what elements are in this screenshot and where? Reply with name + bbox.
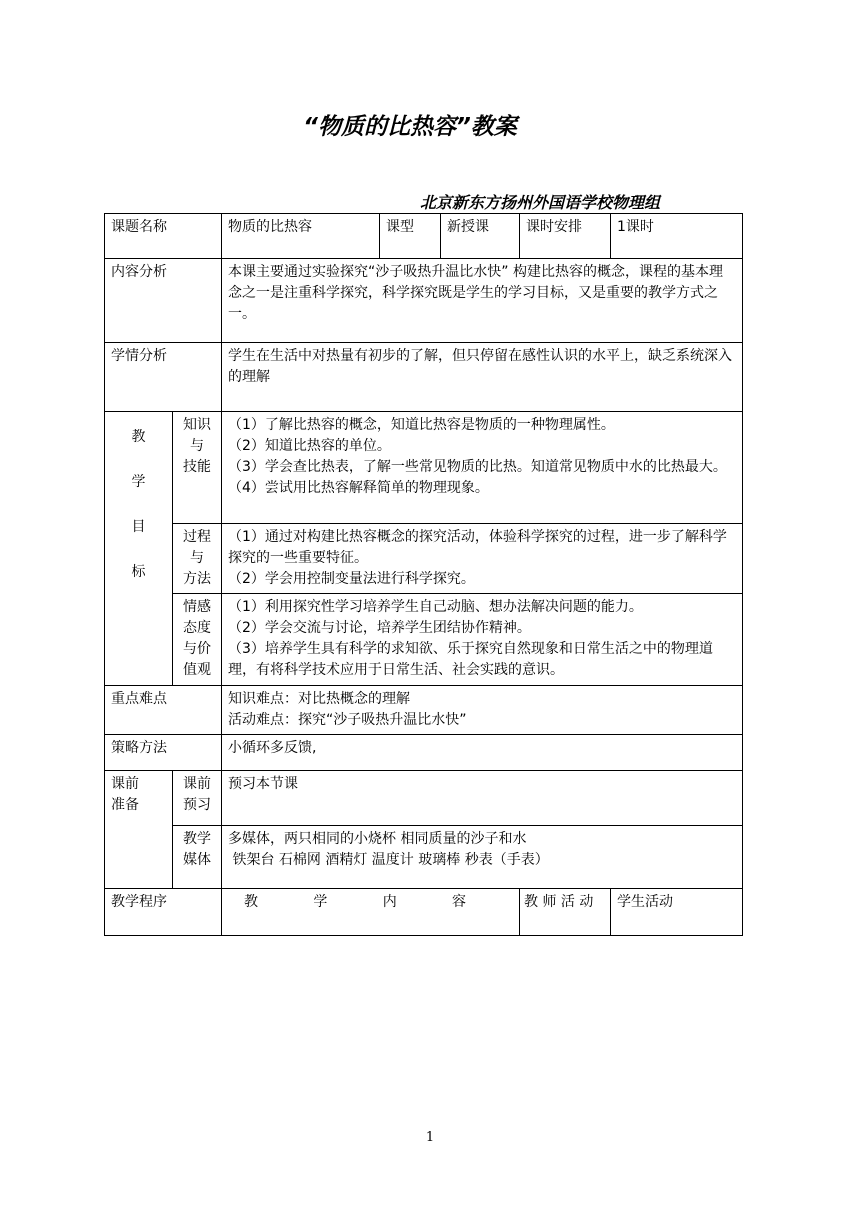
- table-row-strategy: [105, 735, 743, 771]
- table-row-goal-emotion: [105, 594, 743, 686]
- list-item: （4）尝试用比热容解释简单的物理现象。: [228, 480, 489, 496]
- table-row-goal-process: [105, 524, 743, 594]
- goal-process-label: 过程 与 方法: [173, 524, 222, 594]
- program-label: 教学程序: [105, 889, 222, 936]
- table-row-content-analysis: [105, 259, 743, 343]
- program-content-header: 教 学 内 容: [222, 889, 520, 936]
- media-text: 多媒体，两只相同的小烧杯 相同质量的沙子和水 铁架台 石棉网 酒精灯 温度计 玻璃棒 秒表（手表）: [222, 826, 743, 889]
- content-analysis-label: 内容分析: [105, 259, 222, 343]
- table-row-preview: [105, 771, 743, 826]
- table-row-student-analysis: [105, 343, 743, 412]
- list-item: （1）通过对构建比热容概念的探究活动，体验科学探究的过程，进一步了解科学探究的一些重要特征。: [228, 529, 727, 566]
- preview-text: 预习本节课: [222, 771, 743, 826]
- lesson-plan-table: [104, 213, 743, 936]
- list-item: （3）培养学生具有科学的求知欲、乐于探究自然现象和日常生活之中的物理道理，有将科学技术应用于日常生活、社会实践的意识。: [228, 641, 713, 678]
- key-points-label: 重点难点: [105, 686, 222, 735]
- topic-label: 课题名称: [105, 214, 222, 259]
- media-label: 教学 媒体: [173, 826, 222, 889]
- list-item: （1）了解比热容的概念，知道比热容是物质的一种物理属性。: [228, 417, 615, 433]
- student-analysis-text: 学生在生活中对热量有初步的了解，但只停留在感性认识的水平上，缺乏系统深入的理解: [222, 343, 743, 412]
- page-title: “物质的比热容”教案: [303, 114, 517, 140]
- topic-value: 物质的比热容: [222, 214, 380, 259]
- content-analysis-text: 本课主要通过实验探究“沙子吸热升温比水快” 构建比热容的概念，课程的基本理念之一是注重科学探究，科学探究既是学生的学习目标，又是重要的教学方式之一。: [222, 259, 743, 343]
- student-analysis-label: 学情分析: [105, 343, 222, 412]
- goal-emotion-label: 情感 态度 与价 值观: [173, 594, 222, 686]
- preview-label: 课前 预习: [173, 771, 222, 826]
- page-number: 1: [425, 1130, 435, 1145]
- table-row-media: [105, 826, 743, 889]
- list-item: （3）学会查比热表，了解一些常见物质的比热。知道常见物质中水的比热最大。: [228, 459, 727, 475]
- goal-knowledge-label: 知识 与 技能: [173, 412, 222, 524]
- table-row-goal-knowledge: [105, 412, 743, 524]
- table-row-topic: [105, 214, 743, 259]
- author-organization: 北京新东方扬州外国语学校物理组: [420, 193, 661, 212]
- strategy-label: 策略方法: [105, 735, 222, 771]
- key-points-text: 知识难点：对比热概念的理解 活动难点：探究“沙子吸热升温比水快”: [222, 686, 743, 735]
- hours-label: 课时安排: [520, 214, 611, 259]
- strategy-text: 小循环多反馈,: [222, 735, 743, 771]
- teaching-goals-label: 教 学 目 标: [105, 412, 173, 686]
- table-row-key-points: [105, 686, 743, 735]
- program-student-header: 学生活动: [611, 889, 743, 936]
- goal-process-items: [222, 524, 743, 594]
- list-item: （2）学会用控制变量法进行科学探究。: [228, 571, 475, 587]
- goal-emotion-items: [222, 594, 743, 686]
- lesson-type-value: 新授课: [441, 214, 520, 259]
- goal-knowledge-items: [222, 412, 743, 524]
- list-item: （2）知道比热容的单位。: [228, 438, 391, 454]
- hours-value: 1课时: [611, 214, 743, 259]
- list-item: （1）利用探究性学习培养学生自己动脑、想办法解决问题的能力。: [228, 599, 643, 615]
- preparation-label: 课前 准备: [105, 771, 173, 889]
- lesson-type-label: 课型: [380, 214, 441, 259]
- program-teacher-header: 教 师 活 动: [520, 889, 611, 936]
- list-item: （2）学会交流与讨论，培养学生团结协作精神。: [228, 620, 531, 636]
- table-row-program: [105, 889, 743, 936]
